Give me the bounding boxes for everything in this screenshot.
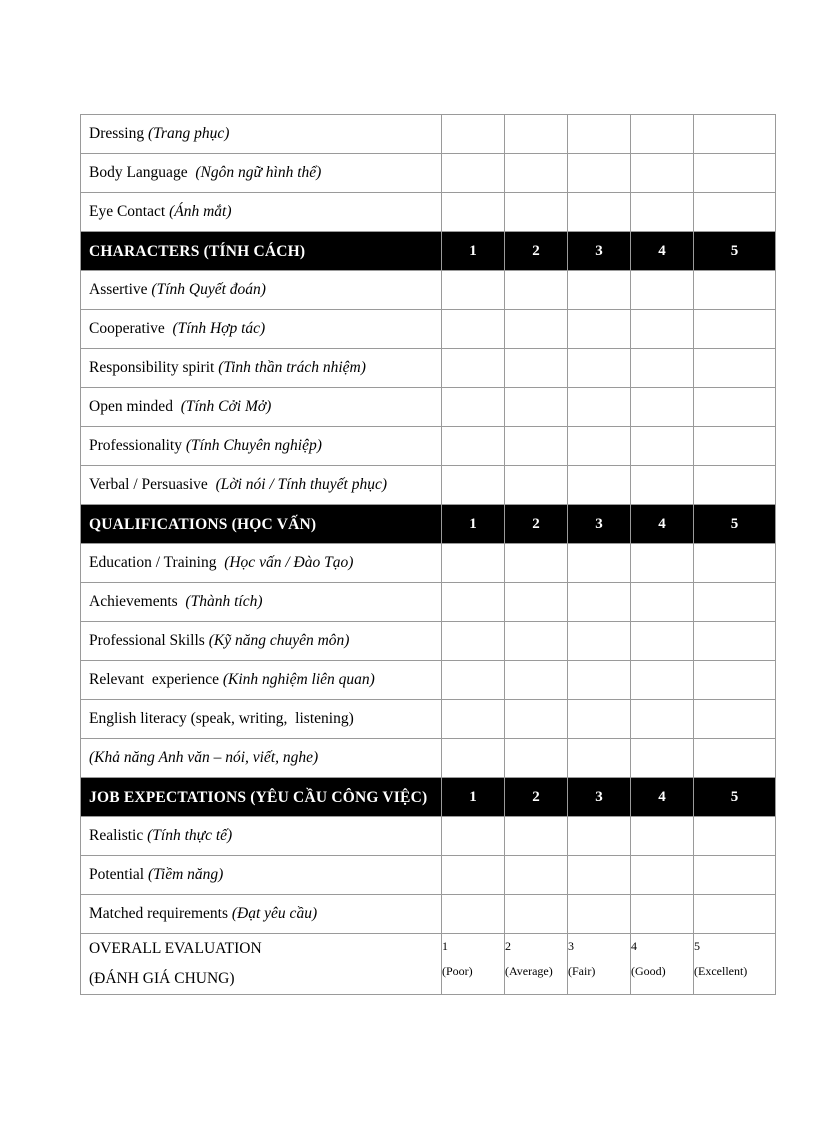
score-cell[interactable]	[694, 622, 776, 661]
score-cell[interactable]	[568, 310, 631, 349]
section-header-row	[81, 505, 776, 544]
score-cell[interactable]	[505, 856, 568, 895]
score-column-header: 3	[568, 232, 631, 271]
score-cell[interactable]	[568, 388, 631, 427]
criteria-vietnamese: (Tiềm năng)	[147, 866, 224, 883]
criteria-row	[81, 700, 776, 739]
score-cell[interactable]	[631, 154, 694, 193]
score-cell[interactable]	[505, 700, 568, 739]
criteria-label	[81, 193, 442, 232]
score-cell[interactable]	[631, 700, 694, 739]
criteria-english: Matched requirements	[89, 905, 232, 922]
score-cell[interactable]	[568, 115, 631, 154]
score-cell[interactable]	[631, 817, 694, 856]
score-column-header: 3	[568, 505, 631, 544]
criteria-row	[81, 622, 776, 661]
score-cell[interactable]	[631, 427, 694, 466]
score-cell[interactable]	[631, 622, 694, 661]
score-cell[interactable]	[694, 427, 776, 466]
score-cell[interactable]	[442, 544, 505, 583]
score-cell[interactable]	[694, 895, 776, 934]
score-cell[interactable]	[568, 817, 631, 856]
overall-score-3[interactable]: 3 (Fair)	[568, 934, 631, 995]
score-cell[interactable]	[694, 739, 776, 778]
score-cell[interactable]	[694, 856, 776, 895]
score-cell[interactable]	[694, 466, 776, 505]
score-cell[interactable]	[505, 193, 568, 232]
score-cell[interactable]	[505, 271, 568, 310]
criteria-row	[81, 895, 776, 934]
score-column-header: 3	[568, 778, 631, 817]
criteria-english: Responsibility spirit	[89, 359, 219, 376]
score-cell[interactable]	[694, 817, 776, 856]
score-cell[interactable]	[505, 739, 568, 778]
score-cell[interactable]	[568, 622, 631, 661]
criteria-row	[81, 310, 776, 349]
score-cell[interactable]	[505, 310, 568, 349]
criteria-english: Open minded	[89, 398, 181, 415]
score-cell[interactable]	[631, 466, 694, 505]
criteria-english: Cooperative	[89, 320, 173, 337]
score-cell[interactable]	[505, 544, 568, 583]
score-cell[interactable]	[442, 700, 505, 739]
score-cell[interactable]	[505, 349, 568, 388]
criteria-row	[81, 388, 776, 427]
criteria-row	[81, 193, 776, 232]
section-title: QUALIFICATIONS (HỌC VẤN)	[81, 505, 442, 544]
criteria-vietnamese: (Ngôn ngữ hình thể)	[195, 164, 322, 181]
score-cell[interactable]	[442, 739, 505, 778]
score-cell[interactable]	[568, 466, 631, 505]
score-cell[interactable]	[442, 271, 505, 310]
score-cell[interactable]	[694, 700, 776, 739]
criteria-vietnamese: (Đạt yêu cầu)	[231, 905, 318, 922]
score-cell[interactable]	[631, 271, 694, 310]
score-cell[interactable]	[694, 661, 776, 700]
score-cell[interactable]	[694, 310, 776, 349]
score-cell[interactable]	[442, 466, 505, 505]
overall-score-5[interactable]: 5 (Excellent)	[694, 934, 776, 995]
score-cell[interactable]	[442, 193, 505, 232]
score-cell[interactable]	[631, 388, 694, 427]
score-cell[interactable]	[442, 427, 505, 466]
criteria-label	[81, 583, 442, 622]
score-cell[interactable]	[631, 115, 694, 154]
criteria-row	[81, 544, 776, 583]
criteria-vietnamese: (Tinh thần trách nhiệm)	[218, 359, 366, 376]
score-cell[interactable]	[694, 154, 776, 193]
score-cell[interactable]	[568, 349, 631, 388]
score-cell[interactable]	[442, 583, 505, 622]
score-cell[interactable]	[631, 349, 694, 388]
criteria-label	[81, 895, 442, 934]
score-column-header: 4	[631, 778, 694, 817]
criteria-english: Verbal / Persuasive	[89, 476, 216, 493]
overall-score-4[interactable]: 4 (Good)	[631, 934, 694, 995]
criteria-vietnamese: (Tính Quyết đoán)	[151, 281, 266, 298]
score-cell[interactable]	[568, 700, 631, 739]
criteria-label	[81, 856, 442, 895]
section-title: JOB EXPECTATIONS (YÊU CẦU CÔNG VIỆC)	[81, 778, 442, 817]
criteria-label	[81, 349, 442, 388]
criteria-english: Professionality	[89, 437, 186, 454]
criteria-vietnamese: (Trang phục)	[147, 125, 230, 142]
criteria-label	[81, 700, 442, 739]
score-cell[interactable]	[568, 427, 631, 466]
criteria-vietnamese: (Tính Cởi Mở)	[180, 398, 272, 415]
score-cell[interactable]	[505, 661, 568, 700]
criteria-english: Dressing	[89, 125, 148, 142]
score-cell[interactable]	[442, 622, 505, 661]
score-cell[interactable]	[505, 427, 568, 466]
score-cell[interactable]	[442, 388, 505, 427]
score-cell[interactable]	[505, 388, 568, 427]
score-cell[interactable]	[694, 544, 776, 583]
criteria-label	[81, 388, 442, 427]
score-cell[interactable]	[442, 154, 505, 193]
score-cell[interactable]	[442, 817, 505, 856]
score-cell[interactable]	[631, 193, 694, 232]
criteria-vietnamese: (Khả năng Anh văn – nói, viết, nghe)	[89, 749, 319, 766]
criteria-vietnamese: (Kỹ năng chuyên môn)	[208, 632, 350, 649]
criteria-label	[81, 154, 442, 193]
score-cell[interactable]	[631, 856, 694, 895]
score-column-header: 4	[631, 232, 694, 271]
criteria-row	[81, 427, 776, 466]
overall-score-2[interactable]: 2 (Average)	[505, 934, 568, 995]
score-cell[interactable]	[505, 466, 568, 505]
score-cell[interactable]	[694, 583, 776, 622]
score-cell[interactable]	[694, 388, 776, 427]
criteria-label	[81, 622, 442, 661]
criteria-label	[81, 310, 442, 349]
criteria-row	[81, 739, 776, 778]
criteria-label	[81, 466, 442, 505]
section-header-row	[81, 232, 776, 271]
criteria-row	[81, 856, 776, 895]
overall-evaluation-title: OVERALL EVALUATION (ĐÁNH GIÁ CHUNG)	[81, 934, 442, 995]
criteria-english: Potential	[89, 866, 148, 883]
score-column-header: 5	[694, 505, 776, 544]
score-cell[interactable]	[568, 154, 631, 193]
criteria-label	[81, 739, 442, 778]
criteria-row	[81, 349, 776, 388]
score-column-header: 1	[442, 232, 505, 271]
criteria-english: Body Language	[89, 164, 196, 181]
score-cell[interactable]	[505, 622, 568, 661]
score-cell[interactable]	[505, 817, 568, 856]
score-cell[interactable]	[568, 193, 631, 232]
criteria-label	[81, 115, 442, 154]
criteria-english: Professional Skills	[89, 632, 209, 649]
criteria-english: Eye Contact	[89, 203, 170, 220]
criteria-english: Relevant experience	[89, 671, 223, 688]
score-cell[interactable]	[505, 154, 568, 193]
score-column-header: 2	[505, 778, 568, 817]
score-cell[interactable]	[631, 544, 694, 583]
score-cell[interactable]	[568, 544, 631, 583]
criteria-vietnamese: (Tính thực tế)	[147, 827, 233, 844]
criteria-row	[81, 583, 776, 622]
score-column-header: 4	[631, 505, 694, 544]
criteria-row	[81, 154, 776, 193]
criteria-label	[81, 271, 442, 310]
criteria-vietnamese: (Thành tích)	[185, 593, 263, 610]
score-cell[interactable]	[442, 895, 505, 934]
score-cell[interactable]	[442, 856, 505, 895]
section-header-row	[81, 778, 776, 817]
criteria-vietnamese: (Kinh nghiệm liên quan)	[222, 671, 375, 688]
score-cell[interactable]	[568, 856, 631, 895]
score-column-header: 2	[505, 232, 568, 271]
score-column-header: 1	[442, 505, 505, 544]
score-cell[interactable]	[694, 271, 776, 310]
score-cell[interactable]	[568, 895, 631, 934]
criteria-english: Achievements	[89, 593, 186, 610]
score-cell[interactable]	[631, 661, 694, 700]
score-cell[interactable]	[568, 739, 631, 778]
criteria-english: Assertive	[89, 281, 152, 298]
score-cell[interactable]	[568, 661, 631, 700]
score-cell[interactable]	[631, 739, 694, 778]
criteria-label	[81, 817, 442, 856]
score-cell[interactable]	[694, 349, 776, 388]
criteria-english: Realistic	[89, 827, 148, 844]
criteria-row	[81, 115, 776, 154]
score-cell[interactable]	[442, 349, 505, 388]
criteria-row	[81, 271, 776, 310]
score-column-header: 2	[505, 505, 568, 544]
score-cell[interactable]	[568, 271, 631, 310]
score-cell[interactable]	[505, 895, 568, 934]
score-cell[interactable]	[442, 115, 505, 154]
criteria-english: English literacy (speak, writing, listening)	[89, 710, 354, 727]
score-cell[interactable]	[568, 583, 631, 622]
criteria-row	[81, 817, 776, 856]
criteria-vietnamese: (Lời nói / Tính thuyết phục)	[215, 476, 388, 493]
score-column-header: 5	[694, 778, 776, 817]
criteria-vietnamese: (Học vấn / Đào Tạo)	[224, 554, 354, 571]
criteria-vietnamese: (Tính Hợp tác)	[172, 320, 266, 337]
score-cell[interactable]	[442, 661, 505, 700]
score-column-header: 5	[694, 232, 776, 271]
overall-evaluation-row	[81, 934, 776, 995]
criteria-row	[81, 661, 776, 700]
criteria-vietnamese: (Ánh mắt)	[169, 203, 232, 220]
score-cell[interactable]	[505, 115, 568, 154]
score-cell[interactable]	[631, 583, 694, 622]
score-cell[interactable]	[505, 583, 568, 622]
score-cell[interactable]	[694, 115, 776, 154]
criteria-vietnamese: (Tính Chuyên nghiệp)	[185, 437, 322, 454]
criteria-label	[81, 544, 442, 583]
score-cell[interactable]	[694, 193, 776, 232]
overall-score-1[interactable]: 1 (Poor)	[442, 934, 505, 995]
criteria-label	[81, 661, 442, 700]
criteria-row	[81, 466, 776, 505]
score-column-header: 1	[442, 778, 505, 817]
criteria-english: Education / Training	[89, 554, 225, 571]
section-title: CHARACTERS (TÍNH CÁCH)	[81, 232, 442, 271]
criteria-label	[81, 427, 442, 466]
score-cell[interactable]	[631, 310, 694, 349]
score-cell[interactable]	[442, 310, 505, 349]
score-cell[interactable]	[631, 895, 694, 934]
evaluation-table	[80, 114, 776, 995]
